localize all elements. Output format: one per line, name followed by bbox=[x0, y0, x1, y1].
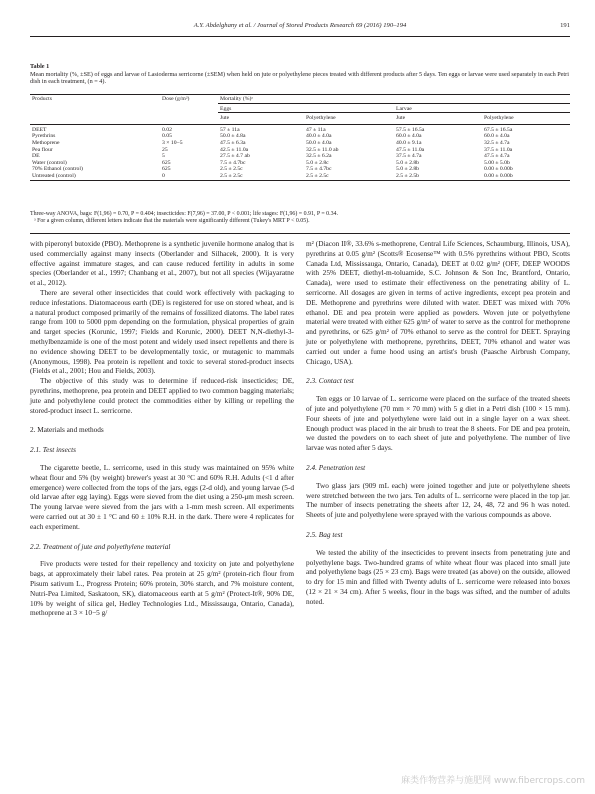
running-header bbox=[30, 22, 570, 34]
paragraph: Ten eggs or 10 larvae of L. serricorne were placed on the surface of the treated sheets of jute and polyethylene (70 mm × 70 mm) with 5 g diet in a Petri dish (100 × 15 mm). Four sheets of jute and polyethylene were laid out in a single layer on a wax sheet. Enough product was placed in the air brush to treat the 8 sheets. For DE and pea protein, we dusted the powders on to each sheet of jute and polyethylene. The number of live larvae was noted after 5 days. bbox=[306, 394, 570, 453]
col-larvae: Larvae bbox=[394, 103, 570, 113]
paragraph: We tested the ability of the insecticides to prevent insects from penetrating jute and polyethylene bags. Two-hundred grams of white wheat flour was placed into small jute and polyethylene bags (25 × 23 cm). Bags were treated (as above) on the outside, allowed to dry for 15 min and filled with Twenty adults of L. serricorne were released into boxes (12 × 21 × 34 cm). After 5 weeks, flour in the bags was sifted, and the number of adults noted. bbox=[306, 547, 570, 606]
table-subheader-row-2 bbox=[30, 113, 570, 125]
table-note-a: ᵃ For a given column, different letters indicate that the materials were significantly different (Tukey's MRT P < 0.05). bbox=[34, 218, 310, 225]
table-row: Untreated (control) 0 2.5 ± 2.5c 2.5 ± 2.5c 2.5 ± 2.5b 0.00 ± 0.00b bbox=[30, 173, 570, 180]
paragraph: Two glass jars (909 mL each) were joined together and jute or polyethylene sheets were stretched between the two jars. Ten adults of L. serricorne were placed in the top jar. The number of insects penetrating the sheets after 12, 24, 48, 72 and 96 h was noted. Sheets of jute and polyethylene were sprayed with the various compounds as above. bbox=[306, 480, 570, 520]
subsection-heading: 2.1. Test insects bbox=[30, 445, 76, 455]
right-column bbox=[306, 239, 570, 607]
col-mortality: Mortality (%)ᵃ bbox=[218, 96, 570, 103]
page-number: 191 bbox=[560, 22, 570, 29]
table-top-rule bbox=[30, 94, 570, 95]
subsection-heading: 2.4. Penetration test bbox=[306, 462, 366, 472]
subsection-heading: 2.3. Contact test bbox=[306, 376, 354, 386]
table-note-anova: Three-way ANOVA, bags: F(1,96) = 0.70, P = 0.404; insecticides: F(7,96) = 37.00, P < 0.001; life stages: F(1,96) = 0.91, P = 0.34. bbox=[30, 211, 338, 217]
col-eggs-poly: Polyethylene bbox=[306, 115, 336, 122]
col-eggs-jute: Jute bbox=[220, 115, 230, 122]
paragraph: There are several other insecticides that could work effectively with packaging to reduce infestations. Diatomaceous earth (DE) is registered for use on stored wheat, and is a natural product composed primarily of the remains of fossilized diatoms. The label rates range from 100 to 5000 ppm depending on the formulation, physical properties of grain and target species (Korunic, 1997; Fields and Korunic, 2000). DEET N,N-diethyl-3-methylbenzamide is one of the most potent and widely used insect repellents and there is no evidence showing DEET to be developmentally toxic, or mutagenic to mammals (Anonymous, 1998). Pea protein is repellent and toxic to several stored-product insects (Fields et al., 2001; Hou and Fields, 2003). bbox=[30, 287, 294, 376]
mortality-table bbox=[30, 96, 570, 181]
left-column bbox=[30, 239, 294, 618]
col-dose: Dose (g/m²) bbox=[162, 96, 190, 102]
watermark: 麻类作物营养与施肥网 www.fibercrops.com bbox=[401, 776, 585, 786]
col-larvae-poly: Polyethylene bbox=[484, 115, 514, 122]
table-subheader-row bbox=[30, 103, 570, 113]
col-products: Products bbox=[32, 96, 52, 102]
subsection-heading: 2.2. Treatment of jute and polyethylene material bbox=[30, 541, 171, 551]
table-row: DEET 0.02 57 ± 11a 47 ± 11a 57.5 ± 16.5a 67.5 ± 16.5a bbox=[32, 126, 513, 133]
table-row: Water (control) 625 7.5 ± 4.7bc 5.0 ± 2.8c 5.0 ± 2.8b 5.00 ± 5.0b bbox=[32, 159, 510, 166]
table-header-row bbox=[30, 96, 570, 103]
table-row: 70% Ethanol (control) 625 2.5 ± 2.5c 7.5 ± 4.7bc 5.0 ± 2.8b 0.00 ± 0.00b bbox=[32, 166, 513, 173]
col-larvae-jute: Jute bbox=[396, 115, 406, 122]
section-heading: 2. Materials and methods bbox=[30, 425, 104, 435]
table-row: Methoprene 3 × 10−5 47.5 ± 6.3a 50.0 ± 4.0a 40.0 ± 9.1a 32.5 ± 4.7a bbox=[32, 139, 510, 146]
table-row: Pea flour 25 42.5 ± 11.0a 32.5 ± 11.0 ab 47.5 ± 11.0a 37.5 ± 11.0a bbox=[32, 146, 513, 153]
table-row: Pyrethrins 0.05 50.0 ± 4.8a 40.0 ± 4.0a 60.0 ± 4.0a 60.0 ± 4.0a bbox=[32, 133, 510, 140]
subsection-heading: 2.5. Bag test bbox=[306, 529, 343, 539]
running-title: A.Y. Abdelghany et al. / Journal of Stored Products Research 69 (2016) 190–194 bbox=[193, 22, 407, 29]
table-bottom-rule bbox=[30, 233, 570, 234]
header-rule bbox=[30, 36, 570, 37]
table-caption bbox=[30, 63, 570, 86]
col-eggs: Eggs bbox=[218, 103, 394, 113]
paragraph: with piperonyl butoxide (PBO). Methoprene is a synthetic juvenile hormone analog that is used commercially against many insects (Oberlander and Silhacek, 2000). It is very effective against immature stages, and can cause reduced fertility in adults in some species (Oberlander et al., 1997; Chanbang et al., 2007), but not all species (Wijayaratne et al., 2012). bbox=[30, 239, 294, 288]
table-label: Table 1 bbox=[30, 63, 50, 70]
table-footnotes bbox=[30, 211, 570, 226]
paragraph: The objective of this study was to determine if reduced-risk insecticides; DE, pyrethrins, methoprene, pea protein and DEET applied to two common bagging materials; jute and polyethylene could protect the commodities either by killing or repelling the stored-product insect L. serricorne. bbox=[30, 376, 294, 415]
paragraph: Five products were tested for their repellency and toxicity on jute and polyethylene bags, at approximately their label rates. Pea protein at 25 g/m² (protein-rich flour from Pisum sativum L., Progress Protein; 60% protein, 30% starch, and 7% moisture content, Nutri-Pea Limited, Saskatoon, SK), diatomaceous earth at 5 g/m² (Protect-It®, 90% DE, 10% by weight of silica gel, Hedley Technologies Ltd., Mississauga, Ontario, Canada), methoprene at 3 × 10−5 g/ bbox=[30, 559, 294, 618]
paragraph: The cigarette beetle, L. serricorne, used in this study was maintained on 95% white wheat flour and 5% (by weight) brewer's yeast at 30 °C and 60% R.H. Adults (<1 d after emergence) were collected from the tops of the jars, eggs (2-d old), and young larvae (5-d old larvae after egg laying). Eggs were sieved from the diet using a 250-μm mesh screen. The young larvae were sieved from the jars with a 1-mm mesh screen. All experiments were carried out at 30 ± 1 °C and 60 ± 10% R.H. in the dark. There were 4 replicates for each experiment. bbox=[30, 462, 294, 531]
paragraph: m² (Diacon II®, 33.6% s-methoprene, Central Life Sciences, Schaumburg, Illinois, USA), pyrethrins at 0.05 g/m² (Scotts® Ecosense™ with 0.5% pyrethrins without PBO, Scotts Canada Ltd, Mississauga, Ontario, Canada), DEET at 0.02 g/m² (OFF, DEEP WOODS with 25% DEET, diethyl-m-toluamide, S.C. Johnson & Son Inc, Brantford, Ontario, Canada), were used to estimate their effectiveness on the penetrating ability of L. serricorne. All dosages are given in terms of active ingredients, except pea protein and DE. Methoprene and pyrethrins were diluted with water. DEET was mixed with 70% ethanol. DE and pea protein were applied as powders. Woven jute or polyethylene material were treated with either 625 g/m² of water to serve as the control for methoprene and pyrethrins, or 625 g/m² of 70% ethanol to serve as the control for DEET. Spraying jute or polyethylene with methoprene, pyrethrins, DEET, 70% ethanol and water was carried out under a fume hood using an artist's brush (Paasche Airbrush Company, Chicago, USA). bbox=[306, 239, 570, 366]
table-caption-text: Mean mortality (%, ±SE) of eggs and larvae of Lasioderma serricorne (±SEM) when held on jute or polyethylene pieces treated with different products after 5 days. Ten eggs or larvae were used separately in each Petri dish in each treatment, (n = 4). bbox=[30, 70, 569, 86]
table-row: DE 5 27.5 ± 4.7 ab 32.5 ± 6.2a 37.5 ± 4.7a 47.5 ± 4.7a bbox=[32, 153, 510, 160]
